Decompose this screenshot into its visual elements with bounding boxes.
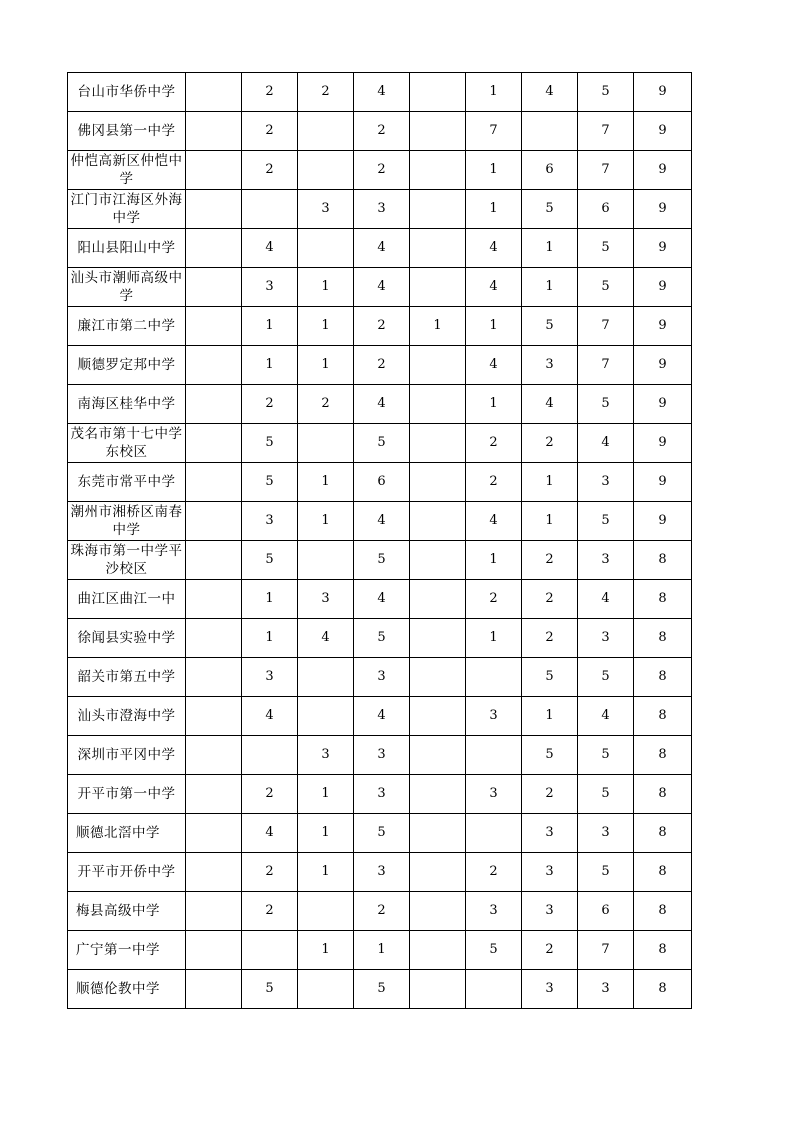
value-cell-2: 1 [242,580,298,619]
value-cell-9: 8 [634,658,692,697]
value-cell-2: 5 [242,541,298,580]
value-cell-6: 4 [466,229,522,268]
value-cell-4: 5 [354,541,410,580]
value-cell-1 [186,307,242,346]
value-cell-4: 1 [354,931,410,970]
value-cell-8: 5 [578,853,634,892]
value-cell-3: 3 [298,190,354,229]
value-cell-9: 8 [634,541,692,580]
value-cell-4: 5 [354,970,410,1009]
value-cell-4: 4 [354,502,410,541]
value-cell-2: 5 [242,463,298,502]
school-name-cell: 茂名市第十七中学东校区 [68,424,186,463]
value-cell-8: 3 [578,970,634,1009]
value-cell-3: 3 [298,580,354,619]
value-cell-3: 2 [298,385,354,424]
value-cell-1 [186,190,242,229]
value-cell-7: 2 [522,619,578,658]
value-cell-4: 4 [354,385,410,424]
value-cell-1 [186,892,242,931]
school-name-cell: 潮州市湘桥区南春中学 [68,502,186,541]
value-cell-6: 1 [466,619,522,658]
value-cell-9: 9 [634,424,692,463]
value-cell-3: 1 [298,775,354,814]
value-cell-6 [466,658,522,697]
value-cell-7: 2 [522,775,578,814]
value-cell-6 [466,970,522,1009]
value-cell-1 [186,931,242,970]
value-cell-5 [410,931,466,970]
value-cell-8: 4 [578,580,634,619]
value-cell-6: 1 [466,151,522,190]
value-cell-5 [410,229,466,268]
value-cell-1 [186,463,242,502]
value-cell-3: 2 [298,73,354,112]
value-cell-2 [242,736,298,775]
value-cell-4: 2 [354,307,410,346]
value-cell-4: 2 [354,892,410,931]
value-cell-5 [410,892,466,931]
value-cell-7: 4 [522,385,578,424]
table-row [68,541,692,580]
value-cell-6: 1 [466,385,522,424]
value-cell-7: 3 [522,970,578,1009]
school-name-cell: 南海区桂华中学 [68,385,186,424]
value-cell-5 [410,151,466,190]
value-cell-6 [466,736,522,775]
value-cell-9: 8 [634,853,692,892]
table-row [68,892,692,931]
value-cell-6: 5 [466,931,522,970]
value-cell-2: 4 [242,814,298,853]
value-cell-8: 6 [578,190,634,229]
table-row [68,385,692,424]
value-cell-9: 9 [634,190,692,229]
value-cell-2: 4 [242,229,298,268]
value-cell-1 [186,814,242,853]
school-name-cell: 廉江市第二中学 [68,307,186,346]
value-cell-5 [410,268,466,307]
value-cell-2: 2 [242,853,298,892]
table-row [68,307,692,346]
school-name-cell: 梅县高级中学 [68,892,186,931]
value-cell-3: 1 [298,853,354,892]
table-row [68,736,692,775]
value-cell-1 [186,346,242,385]
value-cell-9: 8 [634,931,692,970]
value-cell-6: 4 [466,346,522,385]
school-name-cell: 东莞市常平中学 [68,463,186,502]
value-cell-3: 4 [298,619,354,658]
value-cell-1 [186,151,242,190]
school-name-cell: 汕头市潮师高级中学 [68,268,186,307]
school-name-cell: 阳山县阳山中学 [68,229,186,268]
value-cell-7: 1 [522,463,578,502]
school-name-cell: 顺德伦教中学 [68,970,186,1009]
value-cell-3 [298,658,354,697]
value-cell-5 [410,853,466,892]
value-cell-5 [410,502,466,541]
value-cell-9: 9 [634,112,692,151]
value-cell-7: 2 [522,931,578,970]
table-row [68,775,692,814]
value-cell-1 [186,775,242,814]
value-cell-7: 1 [522,229,578,268]
value-cell-3 [298,892,354,931]
value-cell-1 [186,619,242,658]
value-cell-6: 1 [466,541,522,580]
school-name-cell: 开平市第一中学 [68,775,186,814]
value-cell-7: 5 [522,736,578,775]
value-cell-8: 5 [578,502,634,541]
value-cell-6 [466,814,522,853]
value-cell-4: 4 [354,268,410,307]
table-row [68,424,692,463]
value-cell-8: 5 [578,229,634,268]
value-cell-9: 8 [634,619,692,658]
value-cell-8: 3 [578,814,634,853]
value-cell-1 [186,502,242,541]
value-cell-7: 2 [522,580,578,619]
value-cell-8: 4 [578,697,634,736]
value-cell-5 [410,658,466,697]
value-cell-9: 8 [634,892,692,931]
value-cell-5 [410,385,466,424]
value-cell-2: 1 [242,619,298,658]
table-row [68,502,692,541]
value-cell-5 [410,736,466,775]
value-cell-3: 1 [298,307,354,346]
value-cell-9: 9 [634,346,692,385]
value-cell-9: 9 [634,268,692,307]
table-row [68,970,692,1009]
school-name-cell: 开平市开侨中学 [68,853,186,892]
value-cell-6: 2 [466,424,522,463]
school-name-cell: 曲江区曲江一中 [68,580,186,619]
school-name-cell: 汕头市澄海中学 [68,697,186,736]
value-cell-2: 3 [242,268,298,307]
value-cell-1 [186,112,242,151]
value-cell-3 [298,970,354,1009]
value-cell-4: 4 [354,229,410,268]
school-name-cell: 韶关市第五中学 [68,658,186,697]
value-cell-3: 3 [298,736,354,775]
value-cell-2: 5 [242,970,298,1009]
value-cell-7: 6 [522,151,578,190]
school-name-cell: 佛冈县第一中学 [68,112,186,151]
value-cell-4: 3 [354,736,410,775]
value-cell-5 [410,463,466,502]
value-cell-8: 5 [578,73,634,112]
value-cell-5 [410,73,466,112]
value-cell-5 [410,424,466,463]
value-cell-8: 3 [578,541,634,580]
value-cell-2: 2 [242,73,298,112]
value-cell-1 [186,580,242,619]
school-stats-table [67,72,692,1009]
table-row [68,814,692,853]
value-cell-8: 4 [578,424,634,463]
value-cell-6: 2 [466,580,522,619]
table-row [68,346,692,385]
value-cell-4: 6 [354,463,410,502]
value-cell-4: 4 [354,697,410,736]
value-cell-2: 1 [242,346,298,385]
value-cell-5 [410,619,466,658]
value-cell-3: 1 [298,931,354,970]
value-cell-3: 1 [298,268,354,307]
value-cell-1 [186,229,242,268]
value-cell-5 [410,112,466,151]
value-cell-4: 3 [354,658,410,697]
value-cell-9: 9 [634,151,692,190]
value-cell-8: 5 [578,268,634,307]
value-cell-4: 3 [354,775,410,814]
value-cell-2: 1 [242,307,298,346]
value-cell-4: 2 [354,346,410,385]
value-cell-4: 5 [354,424,410,463]
school-name-cell: 台山市华侨中学 [68,73,186,112]
value-cell-9: 8 [634,775,692,814]
value-cell-9: 8 [634,580,692,619]
school-name-cell: 顺德北滘中学 [68,814,186,853]
table-row [68,619,692,658]
table-row [68,229,692,268]
value-cell-9: 9 [634,502,692,541]
value-cell-5 [410,190,466,229]
value-cell-7: 5 [522,307,578,346]
school-name-cell: 珠海市第一中学平沙校区 [68,541,186,580]
table-row [68,73,692,112]
value-cell-2: 3 [242,658,298,697]
value-cell-3 [298,112,354,151]
value-cell-3: 1 [298,814,354,853]
value-cell-8: 7 [578,931,634,970]
value-cell-1 [186,736,242,775]
value-cell-2: 2 [242,892,298,931]
value-cell-9: 9 [634,229,692,268]
value-cell-2: 2 [242,112,298,151]
value-cell-4: 4 [354,580,410,619]
value-cell-4: 5 [354,814,410,853]
value-cell-7: 5 [522,658,578,697]
value-cell-2 [242,931,298,970]
value-cell-1 [186,970,242,1009]
value-cell-6: 1 [466,307,522,346]
table-row [68,658,692,697]
value-cell-1 [186,697,242,736]
value-cell-6: 4 [466,502,522,541]
table-row [68,853,692,892]
value-cell-4: 4 [354,73,410,112]
value-cell-5 [410,814,466,853]
value-cell-6: 3 [466,775,522,814]
value-cell-5 [410,346,466,385]
value-cell-8: 7 [578,307,634,346]
value-cell-2: 4 [242,697,298,736]
value-cell-5 [410,970,466,1009]
value-cell-8: 3 [578,619,634,658]
table-row [68,697,692,736]
value-cell-7: 3 [522,814,578,853]
value-cell-7: 1 [522,697,578,736]
value-cell-7: 2 [522,424,578,463]
value-cell-1 [186,268,242,307]
value-cell-2: 3 [242,502,298,541]
value-cell-6: 3 [466,697,522,736]
school-name-cell: 广宁第一中学 [68,931,186,970]
value-cell-4: 5 [354,619,410,658]
value-cell-6: 3 [466,892,522,931]
value-cell-6: 2 [466,463,522,502]
value-cell-8: 7 [578,346,634,385]
table-row [68,268,692,307]
school-name-cell: 仲恺高新区仲恺中学 [68,151,186,190]
value-cell-1 [186,541,242,580]
value-cell-8: 3 [578,463,634,502]
value-cell-2: 2 [242,385,298,424]
value-cell-3 [298,151,354,190]
value-cell-8: 7 [578,151,634,190]
value-cell-7: 5 [522,190,578,229]
table-row [68,463,692,502]
value-cell-8: 7 [578,112,634,151]
value-cell-3 [298,229,354,268]
value-cell-8: 5 [578,658,634,697]
value-cell-7 [522,112,578,151]
value-cell-6: 7 [466,112,522,151]
table-row [68,112,692,151]
value-cell-6: 1 [466,190,522,229]
value-cell-9: 8 [634,814,692,853]
value-cell-1 [186,853,242,892]
value-cell-9: 9 [634,463,692,502]
school-name-cell: 江门市江海区外海中学 [68,190,186,229]
value-cell-9: 8 [634,697,692,736]
value-cell-8: 5 [578,736,634,775]
value-cell-2 [242,190,298,229]
value-cell-3: 1 [298,463,354,502]
value-cell-3: 1 [298,502,354,541]
value-cell-6: 1 [466,73,522,112]
value-cell-1 [186,385,242,424]
value-cell-9: 9 [634,307,692,346]
value-cell-9: 9 [634,385,692,424]
value-cell-9: 9 [634,73,692,112]
value-cell-3 [298,424,354,463]
value-cell-3 [298,541,354,580]
table-body [68,73,692,1009]
value-cell-5 [410,580,466,619]
value-cell-5 [410,541,466,580]
table-row [68,151,692,190]
value-cell-4: 2 [354,112,410,151]
value-cell-9: 8 [634,970,692,1009]
value-cell-9: 8 [634,736,692,775]
value-cell-7: 3 [522,346,578,385]
table-row [68,931,692,970]
value-cell-7: 1 [522,268,578,307]
value-cell-3: 1 [298,346,354,385]
value-cell-5 [410,697,466,736]
value-cell-3 [298,697,354,736]
value-cell-2: 2 [242,775,298,814]
value-cell-1 [186,424,242,463]
value-cell-5: 1 [410,307,466,346]
value-cell-4: 3 [354,853,410,892]
value-cell-8: 5 [578,775,634,814]
value-cell-1 [186,658,242,697]
value-cell-7: 1 [522,502,578,541]
value-cell-6: 4 [466,268,522,307]
table-row [68,580,692,619]
value-cell-7: 3 [522,892,578,931]
value-cell-4: 2 [354,151,410,190]
value-cell-6: 2 [466,853,522,892]
value-cell-4: 3 [354,190,410,229]
school-name-cell: 徐闻县实验中学 [68,619,186,658]
value-cell-2: 2 [242,151,298,190]
table-row [68,190,692,229]
value-cell-7: 4 [522,73,578,112]
value-cell-8: 5 [578,385,634,424]
value-cell-2: 5 [242,424,298,463]
value-cell-7: 2 [522,541,578,580]
school-name-cell: 深圳市平冈中学 [68,736,186,775]
value-cell-8: 6 [578,892,634,931]
school-name-cell: 顺德罗定邦中学 [68,346,186,385]
value-cell-5 [410,775,466,814]
value-cell-7: 3 [522,853,578,892]
value-cell-1 [186,73,242,112]
